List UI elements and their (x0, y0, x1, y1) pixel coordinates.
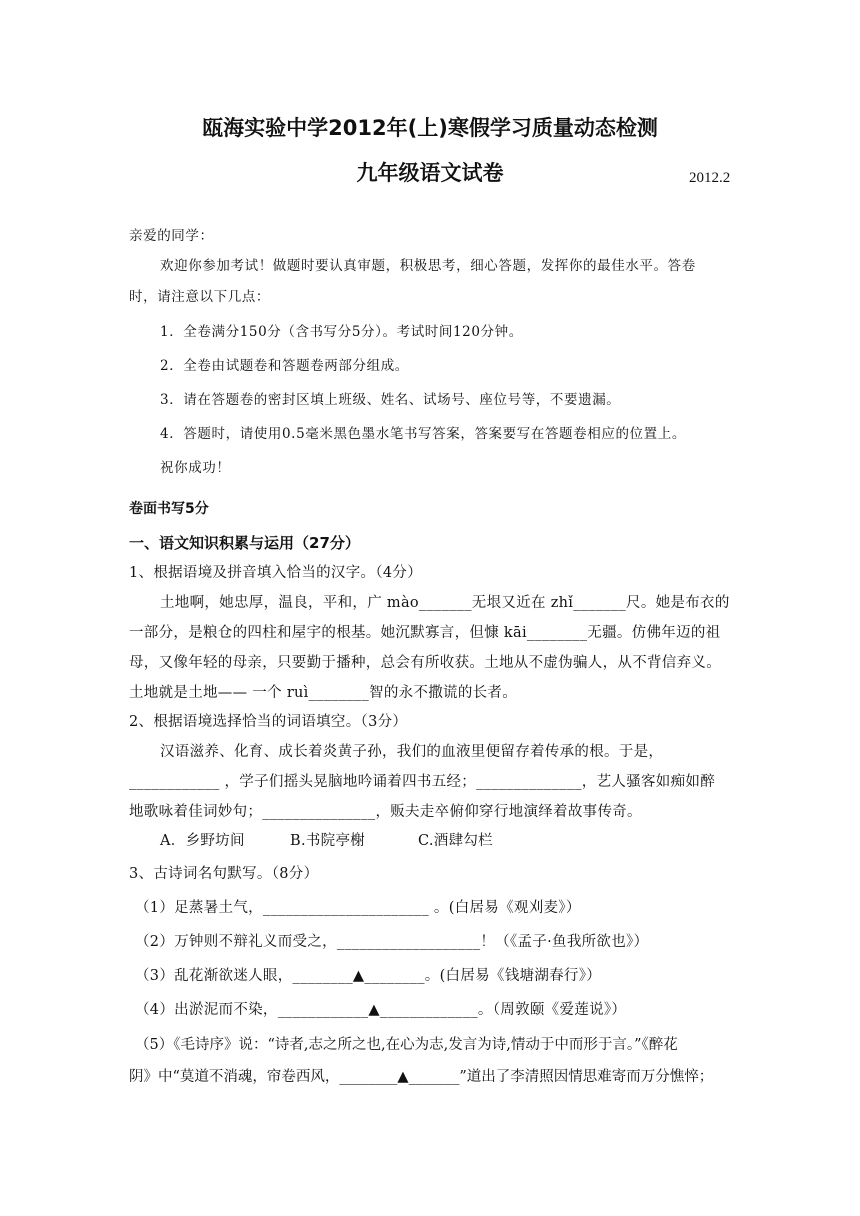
section-heading: 一、语文知识积累与运用（27分） (129, 534, 360, 552)
greeting: 亲爱的同学： (129, 228, 214, 244)
question-3-prompt: 3、古诗词名句默写。（8分） (129, 866, 319, 882)
question-3-line: （3）乱花渐欲迷人眼，________▲________。(白居易《钱塘湖春行》） (135, 968, 602, 984)
exam-subtitle: 九年级语文试卷 (356, 161, 504, 185)
intro-line-2: 时，请注意以下几点： (129, 289, 270, 305)
rule-item: 4．答题时，请使用0.5毫米黑色墨水笔书写答案，答案要写在答题卷相应的位置上。 (160, 426, 686, 442)
question-2-line: ____________ ，学子们摇头晃脑地吟诵着四书五经；______________，艺人骚客如痴如醉 (129, 774, 716, 790)
question-3-line: （2）万钟则不辩礼义而受之，___________________！（《孟子·鱼我所欲也》） (135, 934, 649, 950)
option-b: B.书院亭榭 (290, 833, 366, 849)
question-1-line: 一部分，是粮仓的四柱和屋宇的根基。她沉默寡言，但慷 kāi________无疆。仿佛年迈的祖 (129, 625, 721, 641)
closing: 祝你成功！ (160, 460, 231, 476)
handwriting-note: 卷面书写5分 (129, 501, 209, 517)
option-c: C.酒肆勾栏 (418, 833, 493, 849)
question-1-prompt: 1、根据语境及拼音填入恰当的汉字。（4分） (129, 565, 422, 581)
exam-date: 2012.2 (689, 170, 731, 186)
rule-item: 2．全卷由试题卷和答题卷两部分组成。 (160, 358, 409, 374)
rule-item: 1．全卷满分150分（含书写分5分）。考试时间120分钟。 (160, 324, 523, 340)
question-3-line: 阴》中“莫道不消魂，帘卷西风，________▲_______”道出了李清照因情思难寄而万分憔悴； (129, 1069, 714, 1085)
question-1-line: 土地就是土地—— 一个 ruì________智的永不撒谎的长者。 (129, 685, 518, 701)
question-2-line: 地歌咏着佳词妙句；_______________，贩夫走卒俯仰穿行地演绎着故事传奇。 (129, 804, 642, 820)
question-3-line: （1）足蒸暑土气，______________________ 。(白居易《观刈麦》） (135, 900, 581, 916)
intro-line-1: 欢迎你参加考试！做题时要认真审题，积极思考，细心答题，发挥你的最佳水平。答卷 (160, 258, 696, 274)
exam-title: 瓯海实验中学2012年(上)寒假学习质量动态检测 (202, 116, 658, 140)
question-2-line: 汉语滋养、化育、成长着炎黄子孙，我们的血液里便留存着传承的根。于是， (160, 744, 664, 760)
question-1-line: 母，又像年轻的母亲，只要勤于播种，总会有所收获。土地从不虚伪骗人，从不背信弃义。 (129, 655, 721, 671)
question-1-line: 土地啊，她忠厚，温良，平和，广 mào_______无垠又近在 zhǐ_______尺。她是布衣的 (160, 595, 730, 611)
option-a: A．乡野坊间 (160, 833, 245, 849)
rule-item: 3．请在答题卷的密封区填上班级、姓名、试场号、座位号等，不要遗漏。 (160, 392, 621, 408)
question-2-prompt: 2、根据语境选择恰当的词语填空。（3分） (129, 714, 408, 730)
question-3-line: （4）出淤泥而不染，____________▲_____________。（周敦颐《爱莲说》） (135, 1002, 627, 1018)
question-3-line: （5）《毛诗序》说：“诗者,志之所之也,在心为志,发言为诗,情动于中而形于言。”《醉花 (135, 1037, 678, 1053)
